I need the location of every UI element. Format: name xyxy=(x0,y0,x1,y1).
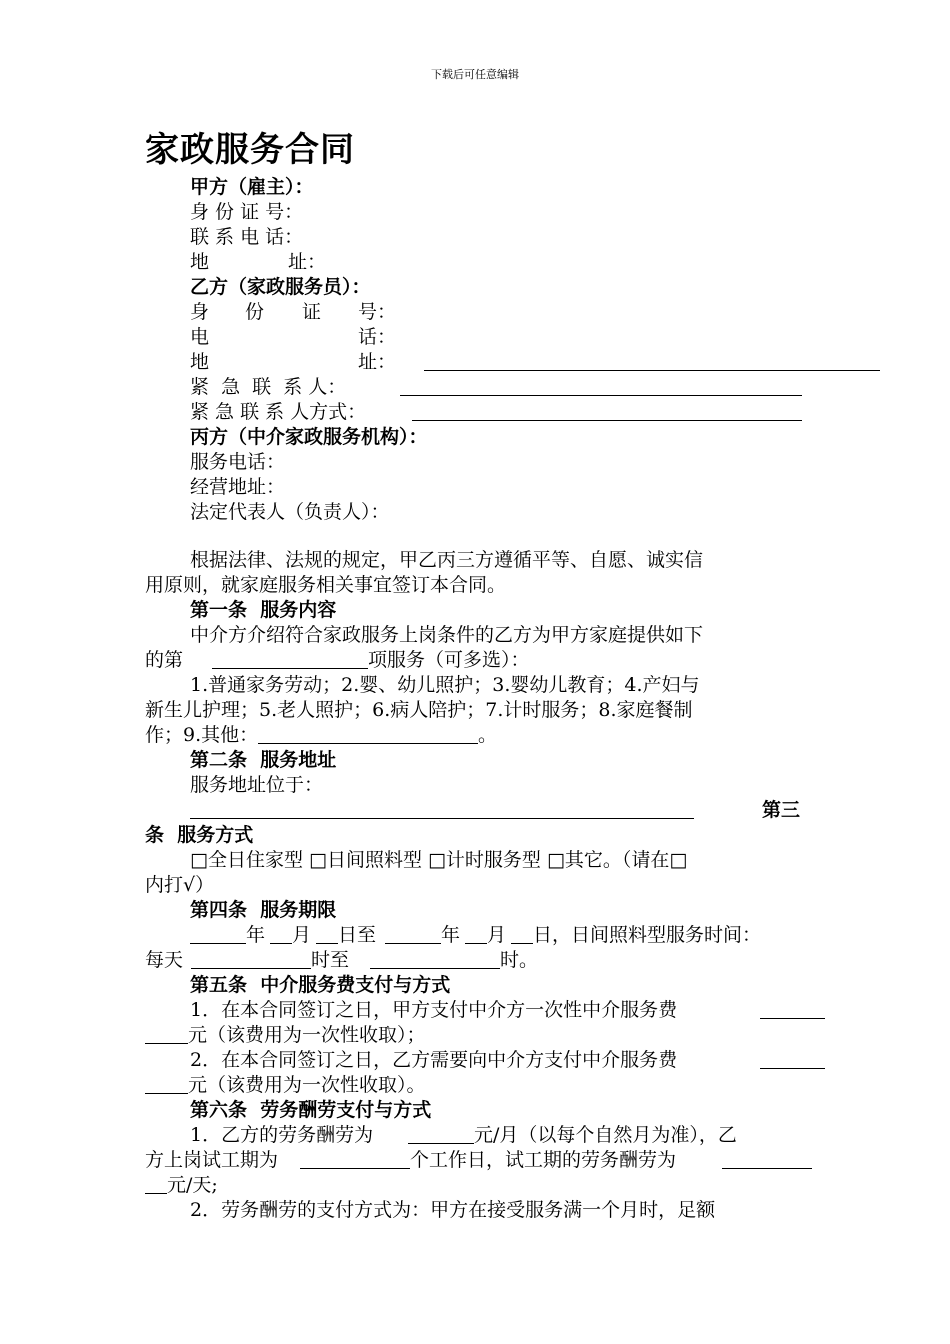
article-6-line-3: 元/天; xyxy=(167,1174,218,1196)
article-5-title: 第五条 中介服务费支付与方式 xyxy=(190,974,451,996)
party-a-fee-field-2[interactable] xyxy=(145,1043,188,1044)
other-service-field[interactable] xyxy=(258,743,478,744)
party-b-emergency-method-field[interactable] xyxy=(412,420,802,421)
party-b-id-label-4: 号： xyxy=(358,301,397,323)
article-5-line-4: 元（该费用为一次性收取）。 xyxy=(188,1074,426,1096)
party-b-fee-field-1[interactable] xyxy=(760,1068,825,1069)
article-2-line-1: 服务地址位于： xyxy=(190,774,324,796)
party-b-id-label-1: 身 xyxy=(190,301,210,323)
start-month-label: 月 xyxy=(292,924,312,946)
article-5-line-3: 2．在本合同签订之日，乙方需要向中介方支付中介服务费 xyxy=(190,1049,678,1071)
party-b-addr-field[interactable] xyxy=(424,370,880,371)
article-6-line-1a: 1．乙方的劳务酬劳为 xyxy=(190,1124,374,1146)
end-day-field[interactable] xyxy=(511,943,533,944)
party-b-id-label-3: 证 xyxy=(302,301,322,323)
article-5-line-1: 1．在本合同签订之日，甲方支付中介方一次性中介服务费 xyxy=(190,999,678,1021)
service-items-field[interactable] xyxy=(212,668,368,669)
party-a-heading: 甲方（雇主）： xyxy=(190,176,314,198)
party-a-fee-field-1[interactable] xyxy=(760,1018,825,1019)
party-c-rep-label: 法定代表人（负责人）： xyxy=(190,501,390,523)
end-year-field[interactable] xyxy=(385,943,441,944)
article-3-line-1[interactable]: □全日住家型 □日间照料型 □计时服务型 □其它。（请在□ xyxy=(190,849,688,871)
article-4-title: 第四条 服务期限 xyxy=(190,899,337,921)
party-a-phone-label: 联 系 电 话： xyxy=(190,226,304,248)
service-address-field[interactable] xyxy=(190,818,694,819)
article-6-title: 第六条 劳务酬劳支付与方式 xyxy=(190,1099,432,1121)
article-1-title: 第一条 服务内容 xyxy=(190,599,337,621)
trial-pay-field-1[interactable] xyxy=(722,1168,812,1169)
party-b-heading: 乙方（家政服务员）： xyxy=(190,276,371,298)
start-year-label: 年 xyxy=(246,924,266,946)
party-c-phone-label: 服务电话： xyxy=(190,451,286,473)
article-6-line-2a: 方上岗试工期为 xyxy=(145,1149,279,1171)
article-1-line-2b: 项服务（可多选）： xyxy=(368,649,530,671)
start-month-field[interactable] xyxy=(270,943,292,944)
end-year-label: 年 xyxy=(441,924,461,946)
party-b-addr-label-2: 址： xyxy=(358,351,397,373)
article-1-line-3: 1.普通家务劳动；2.婴、幼儿照护；3.婴幼儿教育；4.产妇与 xyxy=(190,674,700,696)
start-day-label: 日至 xyxy=(338,924,377,946)
article-3-title-b: 条 服务方式 xyxy=(145,824,254,846)
party-b-id-label-2: 份 xyxy=(245,301,265,323)
party-b-emergency-field[interactable] xyxy=(400,395,802,396)
party-a-id-label: 身 份 证 号： xyxy=(190,201,304,223)
article-1-line-4: 新生儿护理；5.老人照护；6.病人陪护；7.计时服务；8.家庭餐制 xyxy=(145,699,693,721)
start-year-field[interactable] xyxy=(190,943,246,944)
intro-line-1: 根据法律、法规的规定，甲乙丙三方遵循平等、自愿、诚实信 xyxy=(190,549,704,571)
article-3-line-2: 内打√） xyxy=(145,874,215,896)
daily-start-hour-field[interactable] xyxy=(191,968,311,969)
party-b-emergency-label: 紧 急 联 系 人： xyxy=(190,376,347,398)
party-c-heading: 丙方（中介家政服务机构）： xyxy=(190,426,428,448)
end-month-field[interactable] xyxy=(465,943,487,944)
end-day-label: 日，日间照料型服务时间： xyxy=(533,924,762,946)
article-1-line-5b: 。 xyxy=(478,724,498,746)
document-title: 家政服务合同 xyxy=(145,130,355,170)
party-b-phone-label-1: 电 xyxy=(190,326,210,348)
party-a-addr-label-1: 地 xyxy=(190,251,210,273)
party-b-emergency-method-label: 紧 急 联 系 人方式： xyxy=(190,401,367,423)
article-1-line-1: 中介方介绍符合家政服务上岗条件的乙方为甲方家庭提供如下 xyxy=(190,624,704,646)
end-month-label: 月 xyxy=(487,924,507,946)
article-6-line-2b: 个工作日，试工期的劳务酬劳为 xyxy=(410,1149,677,1171)
daily-hours-label-b: 时至 xyxy=(311,949,350,971)
article-6-line-1b: 元/月（以每个自然月为准），乙 xyxy=(474,1124,737,1146)
party-b-phone-label-2: 话： xyxy=(358,326,397,348)
daily-hours-label-a: 每天 xyxy=(145,949,184,971)
party-c-addr-label: 经营地址： xyxy=(190,476,286,498)
party-b-addr-label-1: 地 xyxy=(190,351,210,373)
party-a-addr-label-2: 址： xyxy=(288,251,327,273)
monthly-pay-field[interactable] xyxy=(408,1143,474,1144)
article-5-line-2: 元（该费用为一次性收取）； xyxy=(188,1024,426,1046)
daily-end-hour-field[interactable] xyxy=(370,968,500,969)
article-6-line-4: 2．劳务酬劳的支付方式为：甲方在接受服务满一个月时，足额 xyxy=(190,1199,716,1221)
trial-days-field[interactable] xyxy=(300,1168,410,1169)
party-b-fee-field-2[interactable] xyxy=(145,1093,188,1094)
header-note: 下载后可任意编辑 xyxy=(431,68,519,81)
start-day-field[interactable] xyxy=(316,943,338,944)
trial-pay-field-2[interactable] xyxy=(145,1193,167,1194)
article-1-line-5a: 作；9.其他： xyxy=(145,724,259,746)
intro-line-2: 用原则，就家庭服务相关事宜签订本合同。 xyxy=(145,574,507,596)
article-1-line-2a: 的第 xyxy=(145,649,196,671)
daily-hours-label-c: 时。 xyxy=(500,949,539,971)
article-2-title: 第二条 服务地址 xyxy=(190,749,337,771)
article-3-title-a: 第三 xyxy=(762,799,801,821)
